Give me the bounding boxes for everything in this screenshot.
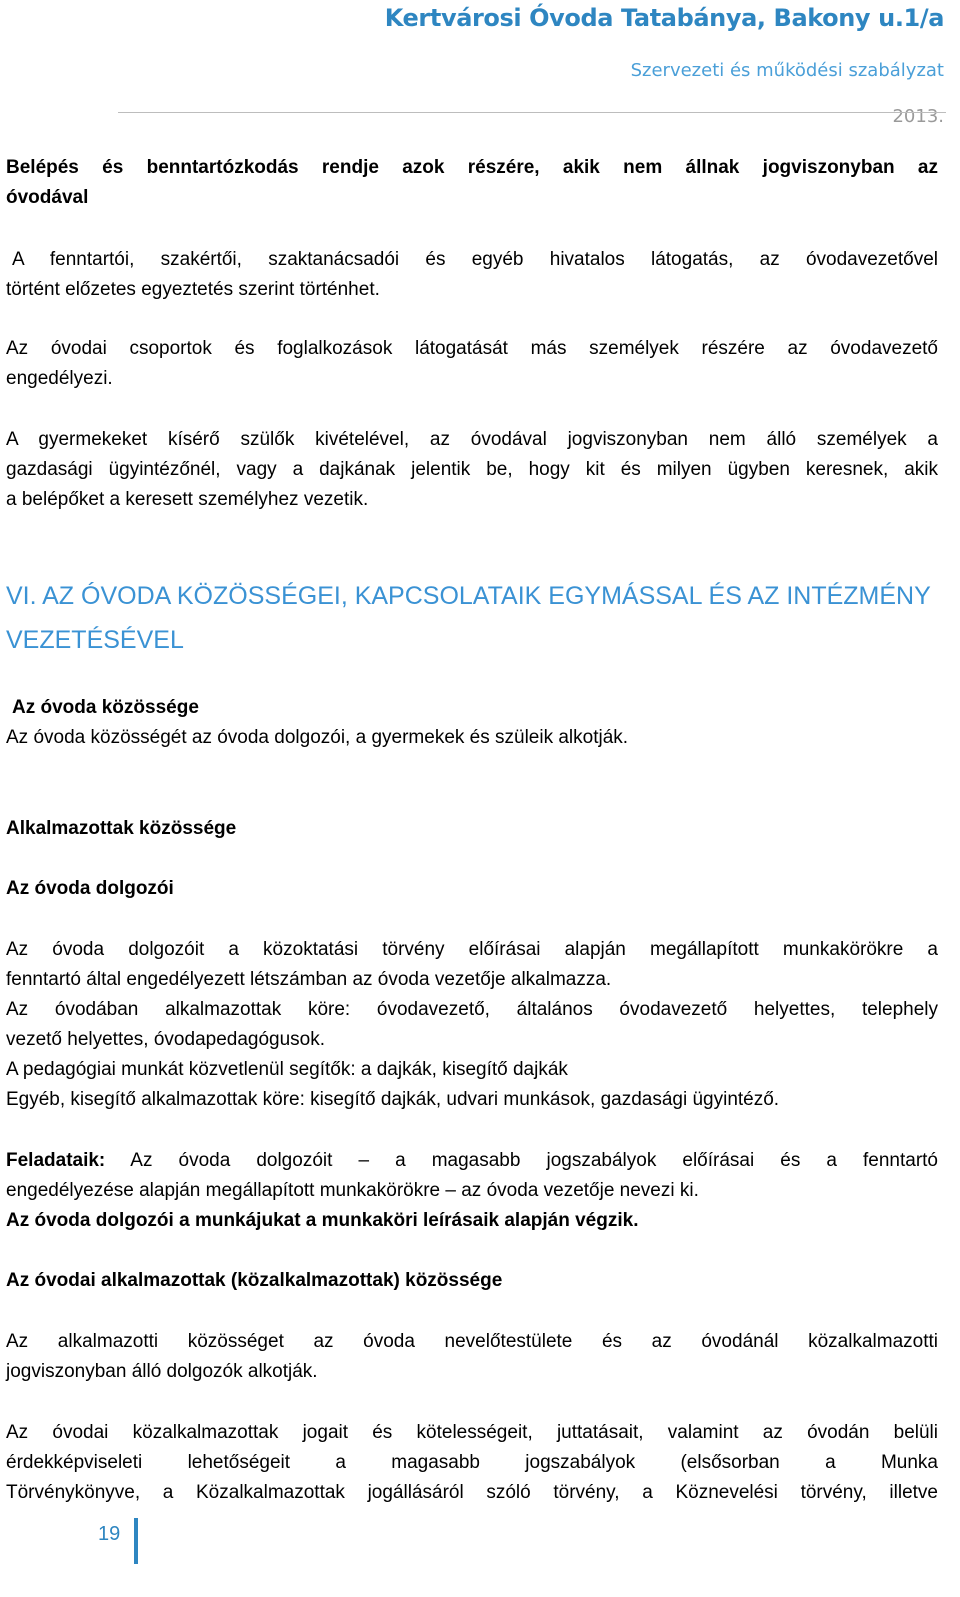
chapter-heading-line: VEZETÉSÉVEL <box>6 626 184 654</box>
text-line: Az óvodában alkalmazottak köre: óvodavezető, általános óvodavezető helyettes, telephely <box>6 999 938 1020</box>
public-employees-p2 <box>6 1418 938 1508</box>
header-divider <box>118 112 946 113</box>
text-line: engedélyezése alapján megállapított munkakörökre – az óvoda vezetője nevezi ki. <box>6 1180 699 1201</box>
text-line: jogviszonyban álló dolgozók alkotják. <box>6 1361 318 1382</box>
section-heading: Az óvoda közössége <box>12 697 199 718</box>
text-line: Az óvodai közalkalmazottak jogait és kötelességeit, juttatásait, valamint az óvodán belüli <box>6 1422 938 1443</box>
text-line: Az alkalmazotti közösséget az óvoda nevelőtestülete és az óvodánál közalkalmazotti <box>6 1331 938 1352</box>
paragraph-group-visits <box>6 334 938 394</box>
staff-tasks <box>6 1146 938 1236</box>
header-title: Kertvárosi Óvoda Tatabánya, Bakony u.1/a <box>384 4 944 32</box>
header-year: 2013. <box>892 106 944 127</box>
text-line: A fenntartói, szakértői, szaktanácsadói és egyéb hivatalos látogatás, az óvodavezetővel <box>12 249 938 270</box>
text-line: Az óvodai csoportok és foglalkozások látogatását más személyek részére az óvodavezető <box>6 338 938 359</box>
text-line: A pedagógiai munkát közvetlenül segítők: a dajkák, kisegítő dajkák <box>6 1059 568 1080</box>
text-line: Az óvoda közösségét az óvoda dolgozói, a gyermekek és szüleik alkotják. <box>6 727 629 748</box>
text-line: A gyermekeket kísérő szülők kivételével, az óvodával jogviszonyban nem álló személyek a <box>6 429 938 450</box>
community-section <box>6 693 938 753</box>
text-line: Az óvoda dolgozóit a közoktatási törvény előírásai alapján megállapított munkakörökre a <box>6 939 938 960</box>
staff-paragraphs <box>6 935 938 1115</box>
text-line <box>6 1146 938 1176</box>
text-line: történt előzetes egyeztetés szerint történhet. <box>6 279 380 300</box>
text-line: fenntartó által engedélyezett létszámban az óvoda vezetője alkalmazza. <box>6 969 612 990</box>
text-line: engedélyezi. <box>6 368 113 389</box>
tasks-label: Feladataik: <box>6 1150 106 1171</box>
text-line: Törvénykönyve, a Közalkalmazottak jogállásáról szóló törvény, a Köznevelési törvény, illetve <box>6 1482 938 1503</box>
header-subtitle: Szervezeti és működési szabályzat <box>630 60 944 81</box>
page-number: 19 <box>98 1523 121 1545</box>
chapter-heading <box>6 574 938 662</box>
text-line: a belépőket a keresett személyhez vezetik. <box>6 489 369 510</box>
staff-subheading: Az óvoda dolgozói <box>6 878 174 899</box>
paragraph-visits <box>6 245 938 305</box>
page-number-bar <box>134 1518 138 1564</box>
text-line: Egyéb, kisegítő alkalmazottak köre: kisegítő dajkák, udvari munkások, gazdasági ügyintéző. <box>6 1089 780 1110</box>
entry-rules-heading <box>6 153 938 213</box>
heading-line: Belépés és benntartózkodás rendje azok részére, akik nem állnak jogviszonyban az <box>6 157 938 178</box>
public-employees-heading: Az óvodai alkalmazottak (közalkalmazottak) közössége <box>6 1270 503 1291</box>
text-line: gazdasági ügyintézőnél, vagy a dajkának jelentik be, hogy kit és milyen ügyben keresnek, akik <box>6 459 938 480</box>
text-line: érdekképviseleti lehetőségeit a magasabb jogszabályok (elsősorban a Munka <box>6 1452 938 1473</box>
text-line: vezető helyettes, óvodapedagógusok. <box>6 1029 326 1050</box>
chapter-heading-line: VI. AZ ÓVODA KÖZÖSSÉGEI, KAPCSOLATAIK EGYMÁSSAL ÉS AZ INTÉZMÉNY <box>6 582 931 610</box>
heading-line: óvodával <box>6 187 89 208</box>
public-employees-p1 <box>6 1327 938 1387</box>
staff-heading: Alkalmazottak közössége <box>6 818 237 839</box>
text-line-bold: Az óvoda dolgozói a munkájukat a munkaköri leírásaik alapján végzik. <box>6 1210 639 1231</box>
paragraph-visitors <box>6 425 938 515</box>
tasks-text: Az óvoda dolgozóit – a magasabb jogszabályok előírásai és a fenntartó <box>105 1150 938 1171</box>
